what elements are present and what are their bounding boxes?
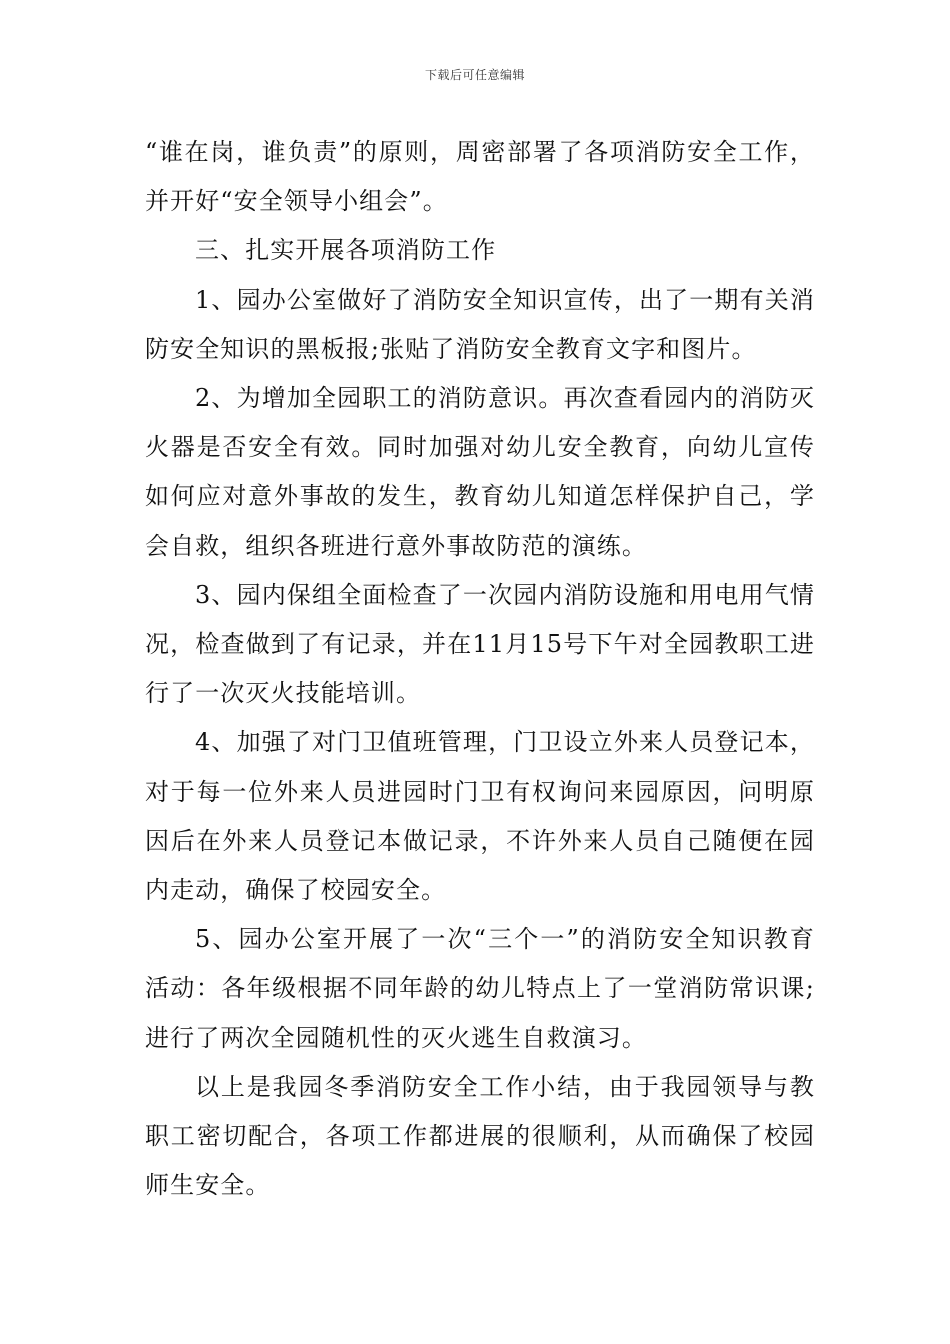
paragraph-item-4: 4、加强了对门卫值班管理，门卫设立外来人员登记本，对于每一位外来人员进园时门卫有权询问来园原因，问明原因后在外来人员登记本做记录，不许外来人员自己随便在园内走动，确保了校园安全。 (145, 728, 815, 905)
paragraph-summary: 以上是我园冬季消防安全工作小结，由于我园领导与教职工密切配合，各项工作都进展的很顺利，从而确保了校园师生安全。 (145, 1072, 815, 1200)
page-header-note: 下载后可任意编辑 (424, 68, 525, 82)
paragraph-item-2: 2、为增加全园职工的消防意识。再次查看园内的消防灭火器是否安全有效。同时加强对幼儿安全教育，向幼儿宣传如何应对意外事故的发生，教育幼儿知道怎样保护自己，学会自救，组织各班进行意外事故防范的演练。 (145, 384, 815, 560)
paragraph-continuation: “谁在岗，谁负责”的原则，周密部署了各项消防安全工作，并开好“安全领导小组会”。 (145, 138, 815, 216)
paragraph-item-3: 3、园内保组全面检查了一次园内消防设施和用电用气情况，检查做到了有记录，并在11月15号下午对全园教职工进行了一次灭火技能培训。 (145, 580, 815, 708)
paragraph-item-1: 1、园办公室做好了消防安全知识宣传，出了一期有关消防安全知识的黑板报;张贴了消防安全教育文字和图片。 (145, 285, 815, 363)
document-body (145, 128, 815, 1210)
paragraph-item-5: 5、园办公室开展了一次“三个一”的消防安全知识教育活动：各年级根据不同年龄的幼儿特点上了一堂消防常识课;进行了两次全园随机性的灭火逃生自救演习。 (145, 925, 815, 1052)
section-heading: 三、扎实开展各项消防工作 (195, 236, 497, 265)
